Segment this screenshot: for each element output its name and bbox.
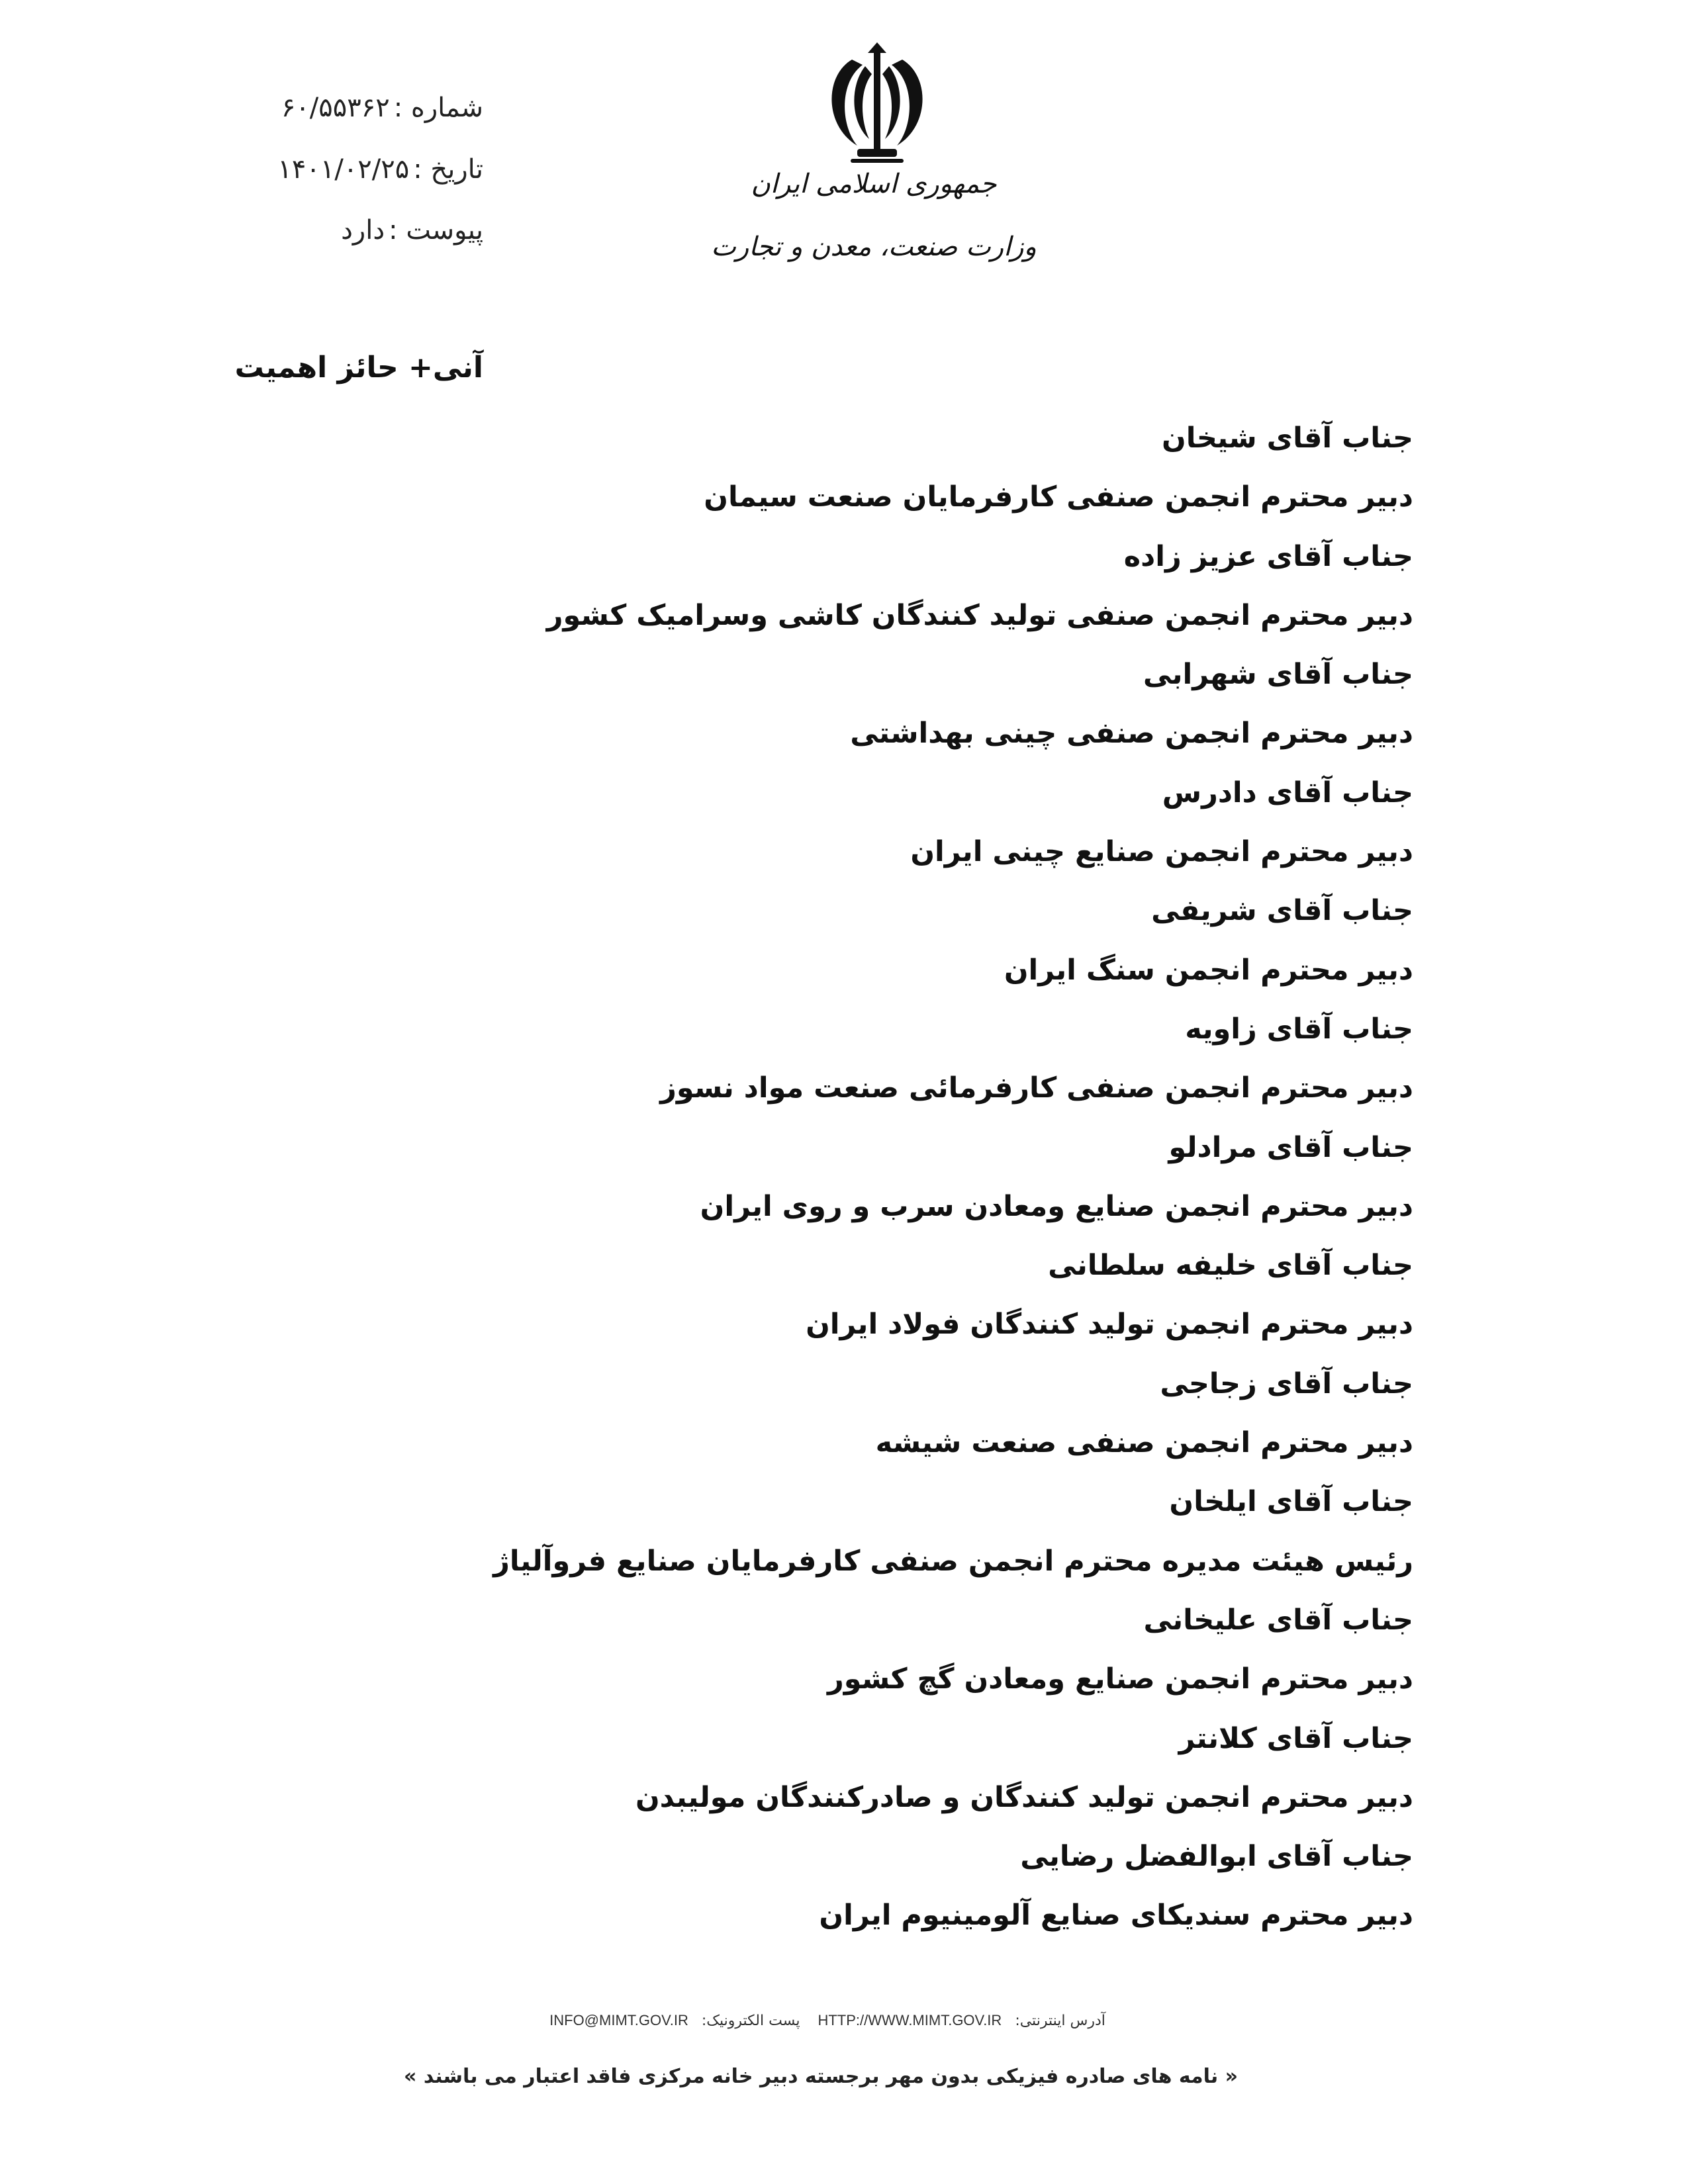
footer-contact — [463, 2012, 1192, 2029]
recipient-line: رئیس هیئت مدیره محترم انجمن صنفی کارفرمایان صنایع فروآلیاژ — [493, 1544, 1413, 1578]
letter-number-value: ۶۰/۵۵۳۶۲ — [281, 93, 390, 123]
recipient-line: جناب آقای زاویه — [1185, 1012, 1413, 1046]
letter-attachment-label: پیوست : — [389, 215, 483, 246]
recipient-line: دبیر محترم سندیکای صنایع آلومینیوم ایران — [819, 1899, 1413, 1933]
recipient-line: دبیر محترم انجمن صنفی تولید کنندگان کاشی وسرامیک کشور — [546, 598, 1413, 632]
country-name: جمهوری اسلامی ایران — [751, 169, 997, 199]
recipient-line: جناب آقای علیخانی — [1143, 1603, 1413, 1637]
iran-emblem-icon — [811, 40, 943, 165]
recipient-line: جناب آقای کلانتر — [1178, 1721, 1413, 1755]
recipient-line: دبیر محترم انجمن صنفی چینی بهداشتی — [850, 717, 1413, 751]
recipient-line: جناب آقای شهرابی — [1143, 658, 1413, 692]
recipients-list — [288, 409, 1413, 1946]
website-label: آدرس اینترنتی: — [1015, 2013, 1105, 2029]
ministry-name: وزارت صنعت، معدن و تجارت — [711, 232, 1037, 262]
recipient-line: دبیر محترم انجمن صنفی صنعت شیشه — [875, 1426, 1413, 1460]
recipient-line: دبیر محترم انجمن صنایع ومعادن گچ کشور — [827, 1662, 1413, 1696]
recipient-line: جناب آقای شیخان — [1162, 422, 1413, 455]
recipient-line: دبیر محترم انجمن سنگ ایران — [1004, 953, 1413, 987]
recipient-line: دبیر محترم انجمن صنفی کارفرمایان صنعت سیمان — [704, 480, 1413, 514]
website-link[interactable]: HTTP://WWW.MIMT.GOV.IR — [818, 2012, 1002, 2028]
recipient-line: جناب آقای ایلخان — [1169, 1485, 1413, 1519]
priority-label: آنی+ حائز اهمیت — [234, 351, 483, 385]
recipient-line: جناب آقای زجاجی — [1160, 1367, 1413, 1400]
email-label: پست الکترونیک: — [701, 2013, 800, 2029]
recipient-line: جناب آقای عزیز زاده — [1123, 539, 1413, 573]
letter-date-value: ۱۴۰۱/۰۲/۲۵ — [277, 154, 410, 185]
letter-attachment-value: دارد — [341, 215, 385, 246]
letter-number — [199, 93, 483, 123]
letter-date-label: تاریخ : — [413, 154, 483, 185]
email-link[interactable]: INFO@MIMT.GOV.IR — [549, 2012, 688, 2028]
recipient-line: جناب آقای ابوالفضل رضایی — [1020, 1840, 1413, 1874]
letter-date — [199, 154, 483, 185]
recipient-line: دبیر محترم انجمن صنایع ومعادن سرب و روی ایران — [700, 1189, 1413, 1223]
recipient-line: دبیر محترم انجمن تولید کنندگان و صادرکنندگان مولیبدن — [635, 1780, 1413, 1814]
recipient-line: دبیر محترم انجمن صنایع چینی ایران — [910, 835, 1413, 869]
recipient-line: دبیر محترم انجمن صنفی کارفرمائی صنعت مواد نسوز — [660, 1071, 1413, 1105]
recipient-line: جناب آقای مرادلو — [1168, 1130, 1413, 1164]
recipient-line: دبیر محترم انجمن تولید کنندگان فولاد ایران — [806, 1308, 1413, 1342]
recipient-line: جناب آقای خلیفه سلطانی — [1048, 1249, 1413, 1283]
letterhead — [688, 33, 1037, 285]
recipient-line: جناب آقای شریفی — [1151, 894, 1413, 928]
letter-attachment — [199, 215, 483, 246]
recipient-line: جناب آقای دادرس — [1162, 776, 1413, 809]
footer-note: « نامه های صادره فیزیکی بدون مهر برجسته دبیر خانه مرکزی فاقد اعتبار می باشند » — [404, 2065, 1238, 2088]
letter-number-label: شماره : — [393, 93, 483, 123]
